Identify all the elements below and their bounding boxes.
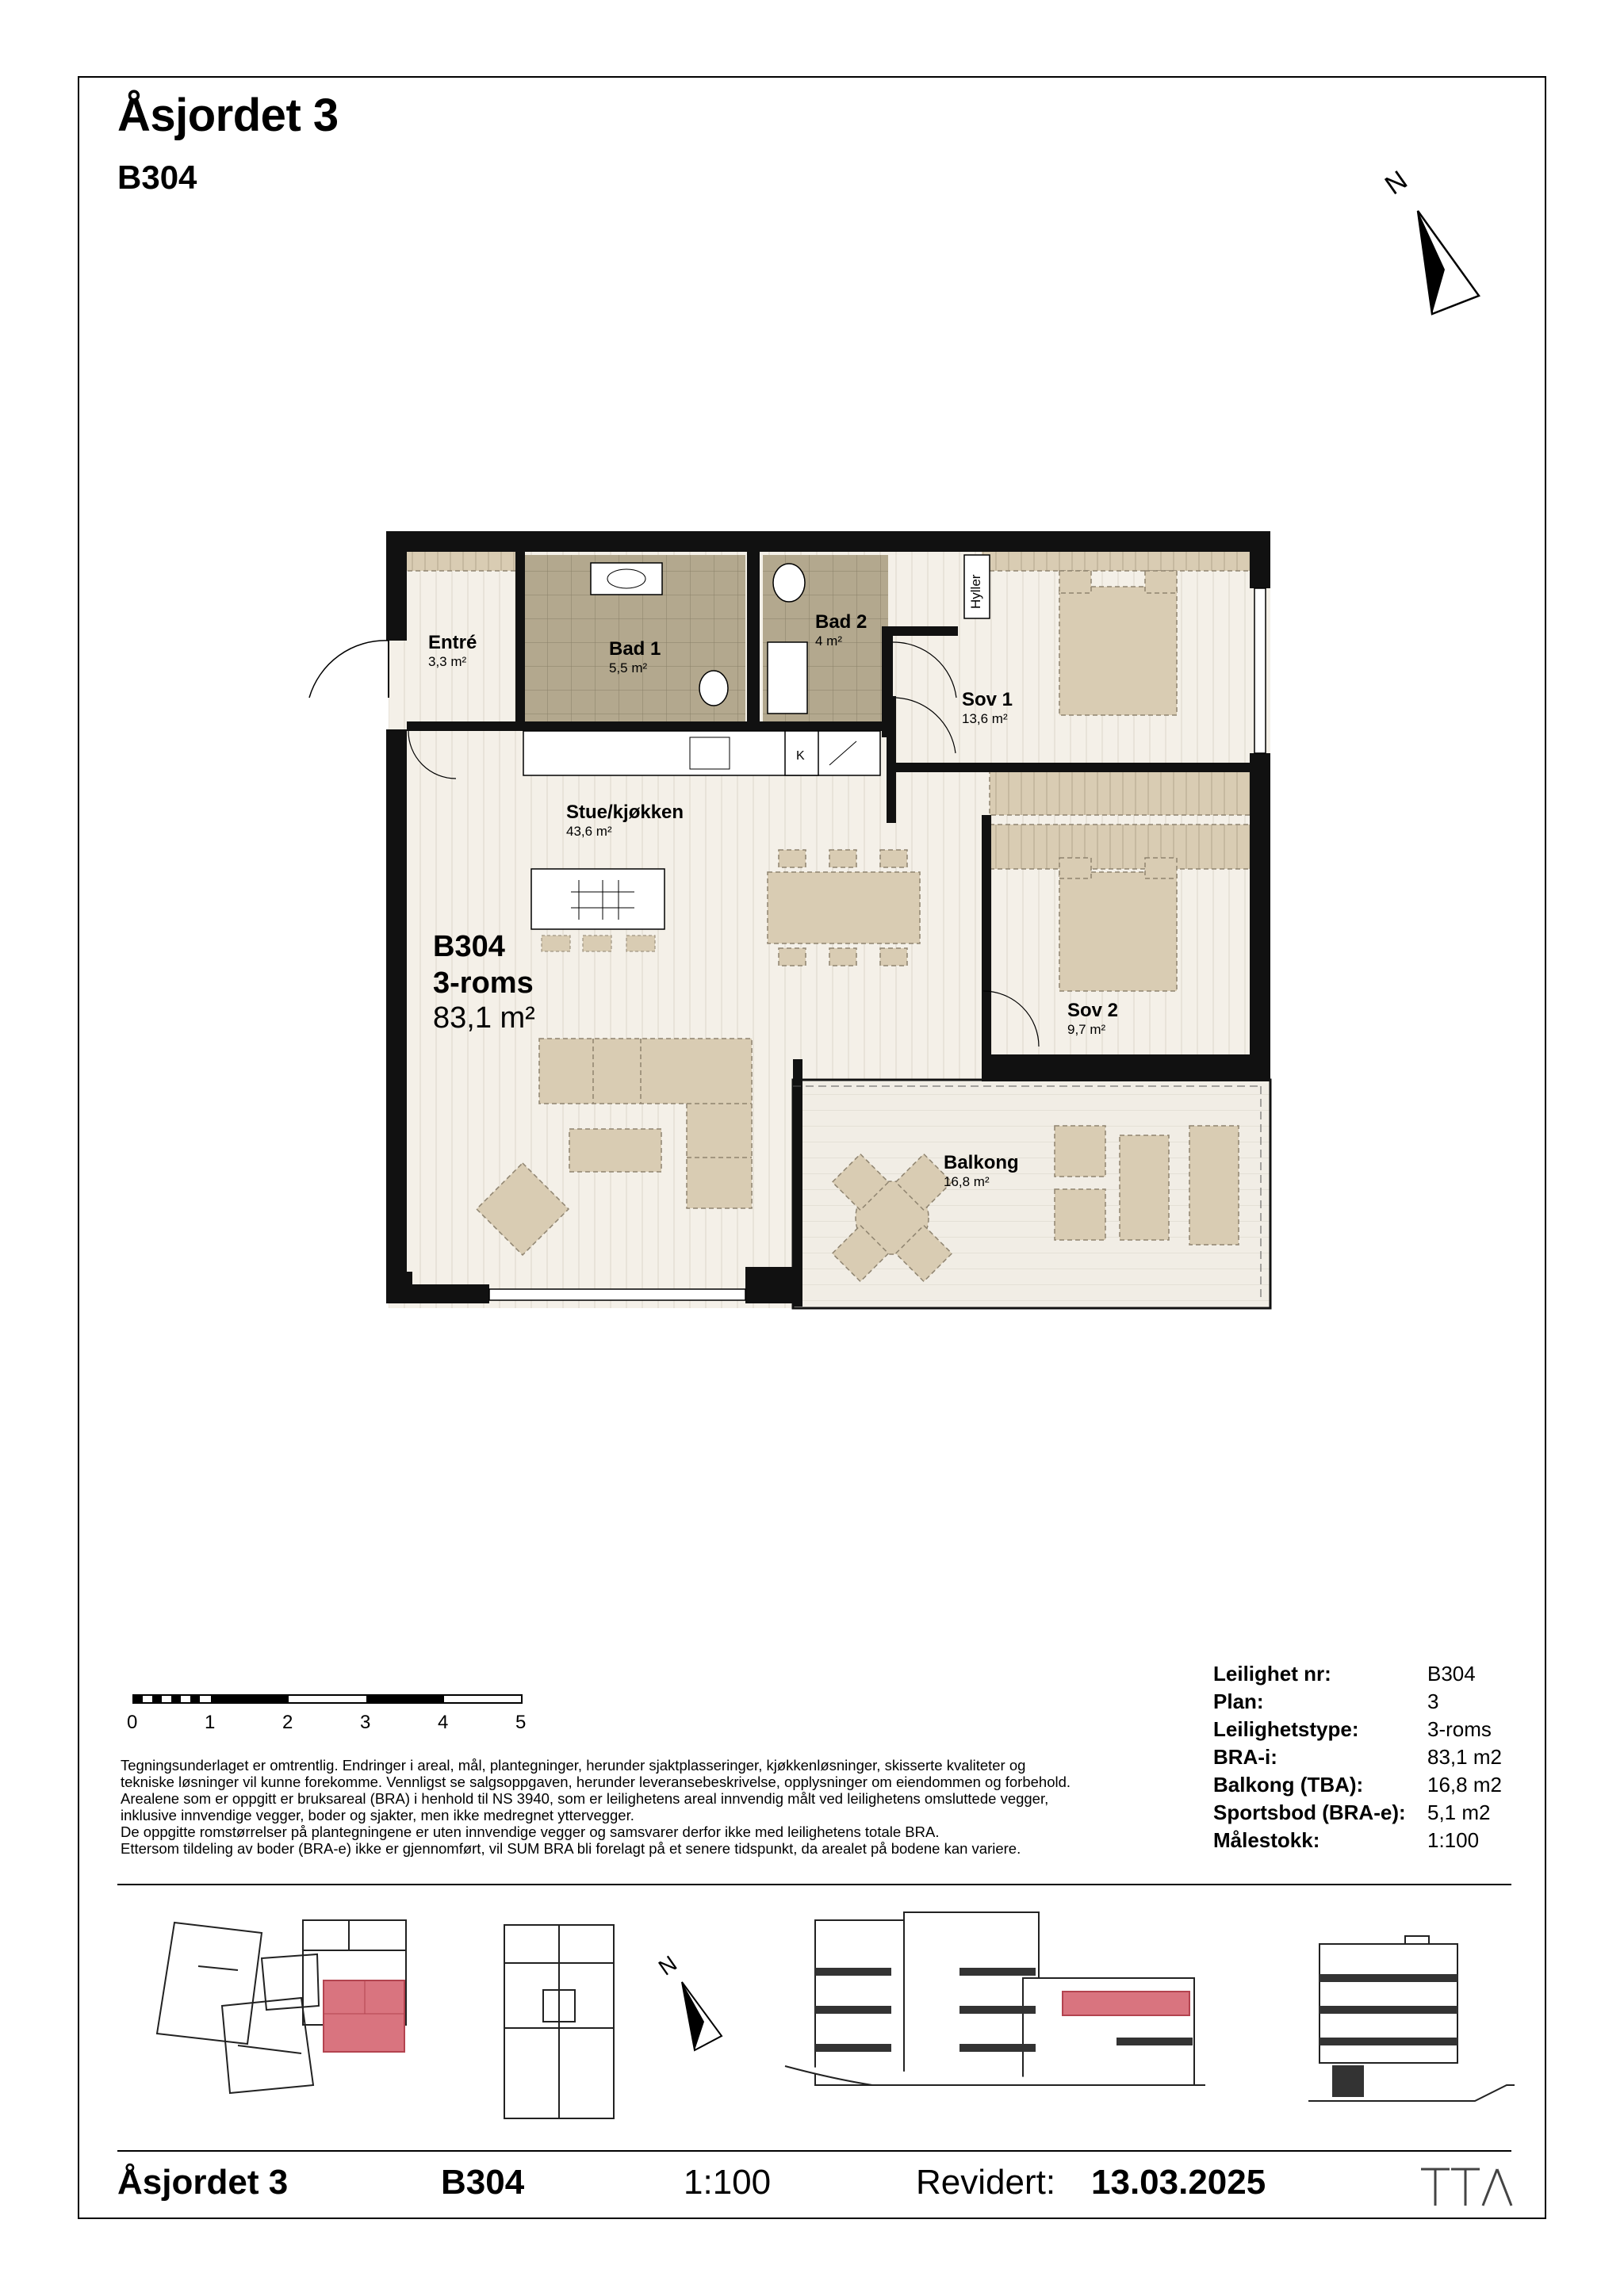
room-name-stue: Stue/kjøkken	[566, 802, 684, 823]
shelf-label: Hyller	[968, 574, 983, 609]
bed-sov2	[1059, 858, 1177, 991]
spec-row: Plan: 3	[1213, 1689, 1439, 1713]
specs-table	[1213, 1660, 1502, 1854]
mini-north-icon	[682, 1982, 722, 2050]
footer-revised-date: 13.03.2025	[1091, 2163, 1266, 2202]
unit-number: B304	[117, 159, 197, 196]
spec-row: Sportsbod (BRA-e): 5,1 m2	[1213, 1800, 1491, 1824]
logo	[1419, 2164, 1515, 2212]
scale-bar	[127, 1690, 539, 1738]
dining-table	[768, 850, 920, 966]
disclaimer-line: De oppgitte romstørrelser på plantegningene er uten innvendige vegger og samsvarer derfor ikke med leilighetens totale BRA.	[121, 1823, 940, 1840]
plan-area: 83,1 m²	[433, 1001, 535, 1035]
plan-type: 3-roms	[433, 966, 534, 1000]
disclaimer-line: Arealene som er oppgitt er bruksareal (BRA) i henhold til NS 3940, som er leilighetens areal innvendig målt ved leilighetens omsluttede vegger,	[121, 1790, 1049, 1807]
room-area-stue: 43,6 m²	[566, 824, 612, 839]
bed-sov1	[1059, 571, 1177, 715]
scale-tick-2: 2	[282, 1712, 293, 1733]
scale-tick-1: 1	[205, 1712, 216, 1733]
scale-tick-4: 4	[438, 1712, 449, 1733]
spec-row: BRA-i: 83,1 m2	[1213, 1745, 1502, 1769]
page-title: Åsjordet 3	[117, 90, 339, 141]
divider	[117, 2150, 1511, 2152]
disclaimer-line: tekniske løsninger vil kunne forekomme. Vennligst se salgsoppgaven, herunder leveransebeskrivelse, opplysninger om eiendommen og forbehold.	[121, 1774, 1071, 1790]
footer-unit: B304	[441, 2163, 525, 2202]
room-name-bad1: Bad 1	[609, 638, 661, 660]
elevation-highlight	[1063, 1992, 1189, 2015]
room-name-sov2: Sov 2	[1067, 1000, 1119, 1021]
footer-scale: 1:100	[684, 2163, 772, 2202]
room-area-sov2: 9,7 m²	[1067, 1022, 1106, 1037]
key-plans	[0, 1895, 1624, 2149]
room-name-entre: Entré	[428, 632, 477, 653]
room-area-entre: 3,3 m²	[428, 654, 467, 669]
room-area-bad1: 5,5 m²	[609, 660, 648, 675]
room-name-sov1: Sov 1	[962, 689, 1013, 710]
spec-row: Leilighet nr: B304	[1213, 1662, 1476, 1686]
room-name-bad2: Bad 2	[815, 611, 868, 633]
disclaimer	[121, 1757, 1199, 1857]
spec-row: Målestokk: 1:100	[1213, 1828, 1480, 1852]
disclaimer-line: Ettersom tildeling av boder (BRA-e) ikke er gjennomført, vil SUM BRA bli forelagt på et senere tidspunkt, da arealet på bodene kan variere.	[121, 1840, 1021, 1857]
footer-revised-label: Revidert:	[916, 2163, 1056, 2202]
core-keyplan	[504, 1925, 614, 2118]
room-area-balkong: 16,8 m²	[944, 1174, 990, 1189]
mini-north-letter: N	[653, 1950, 682, 1980]
disclaimer-line: Tegningsunderlaget er omtrentlig. Endringer i areal, mål, plantegninger, herunder sjaktplasseringer, kjøkkenløsninger, skisserte kvaliteter og	[121, 1757, 1026, 1774]
room-name-balkong: Balkong	[944, 1152, 1019, 1173]
divider	[117, 1884, 1511, 1885]
footer-project: Åsjordet 3	[117, 2163, 289, 2202]
spec-row: Balkong (TBA): 16,8 m2	[1213, 1773, 1502, 1797]
scale-tick-3: 3	[360, 1712, 371, 1733]
unit-highlight	[324, 1980, 404, 2052]
scale-tick-0: 0	[127, 1712, 138, 1733]
north-letter: N	[1379, 165, 1413, 201]
disclaimer-line: inklusive innvendige vegger, boder og sjakter, men ikke medregnet yttervegger.	[121, 1807, 634, 1823]
spec-row: Leilighetstype: 3-roms	[1213, 1717, 1492, 1741]
kitchen-label: K	[796, 749, 805, 763]
plan-unit: B304	[433, 930, 505, 963]
room-area-sov1: 13,6 m²	[962, 711, 1008, 726]
room-area-bad2: 4 m²	[815, 633, 842, 649]
scale-tick-5: 5	[515, 1712, 527, 1733]
